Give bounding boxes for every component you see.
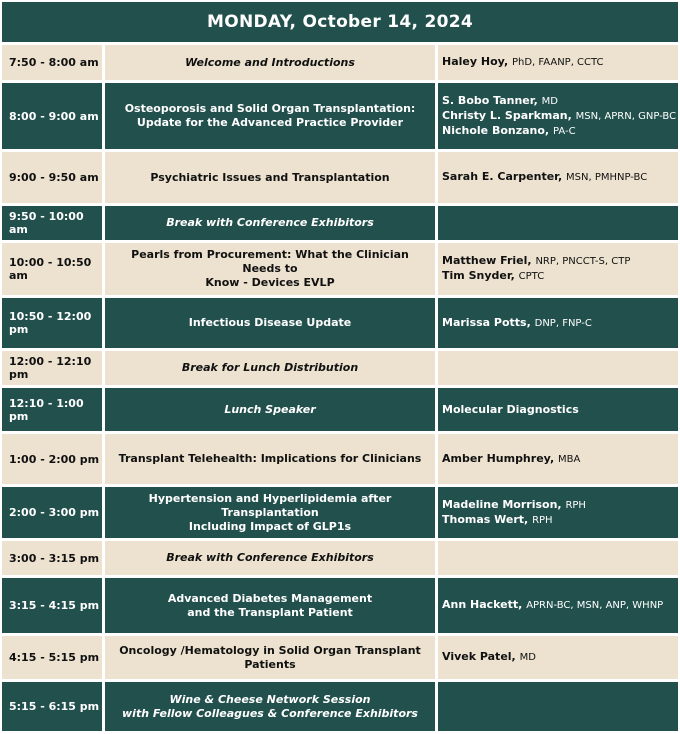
schedule-row: [2, 152, 678, 206]
speaker: [442, 403, 677, 417]
session-title-line: Know - Devices EVLP: [205, 276, 335, 289]
speaker-credentials: NRP, PNCCT-S, CTP: [535, 256, 631, 267]
time-slot: 4:15 - 5:15 pm: [2, 636, 105, 682]
speaker: [442, 94, 677, 109]
session-title: [105, 682, 438, 734]
speaker-credentials: MD: [541, 95, 558, 107]
schedule-row: [2, 351, 678, 388]
speaker-name: Tim Snyder,: [442, 269, 515, 282]
speaker-credentials: RPH: [565, 499, 586, 511]
speaker: [442, 316, 677, 331]
time-slot: 3:00 - 3:15 pm: [2, 541, 105, 578]
schedule-row: [2, 541, 678, 578]
session-title: [105, 83, 438, 152]
speaker: [442, 55, 677, 70]
speaker: [442, 650, 677, 665]
schedule-row: [2, 206, 678, 243]
time-slot: 9:00 - 9:50 am: [2, 152, 105, 206]
session-title-line: Advanced Diabetes Management: [167, 591, 373, 605]
speakers: [438, 388, 678, 434]
session-title-line: with Fellow Colleagues & Conference Exhibitors: [122, 706, 418, 720]
session-title: [105, 541, 438, 578]
session-title: [105, 487, 438, 541]
session-title-line: and the Transplant Patient: [187, 605, 353, 619]
speaker: [442, 170, 677, 185]
session-title-line: Break with Conference Exhibitors: [166, 551, 374, 564]
session-title: [105, 636, 438, 682]
speaker-name: S. Bobo Tanner,: [442, 93, 538, 107]
speaker-credentials: MD: [519, 652, 536, 663]
schedule-row: [2, 45, 678, 83]
speaker-credentials: MBA: [558, 453, 581, 465]
speaker-name: Ann Hackett,: [442, 598, 523, 611]
speaker-credentials: PhD, FAANP, CCTC: [511, 57, 604, 68]
schedule-row: [2, 682, 678, 734]
schedule-row: [2, 578, 678, 636]
session-title: [105, 351, 438, 388]
session-title-line: Pearls from Procurement: What the Clinician Needs to: [131, 248, 409, 275]
session-title: [105, 298, 438, 351]
time-slot: 1:00 - 2:00 pm: [2, 434, 105, 487]
session-title-line: Update for the Advanced Practice Provider: [136, 116, 404, 129]
schedule-row: [2, 243, 678, 298]
time-slot: 12:10 - 1:00 pm: [2, 388, 105, 434]
speaker-name: Matthew Friel,: [442, 254, 532, 267]
speaker: [442, 452, 677, 467]
schedule-body: [2, 45, 678, 734]
schedule-row: [2, 388, 678, 434]
speaker-name: Marissa Potts,: [442, 315, 531, 329]
speaker-name: Christy L. Sparkman,: [442, 108, 572, 122]
speaker-credentials: MSN, APRN, GNP-BC: [575, 110, 677, 122]
time-slot: 12:00 - 12:10 pm: [2, 351, 105, 388]
time-slot: 2:00 - 3:00 pm: [2, 487, 105, 541]
speaker-name: Haley Hoy,: [442, 55, 509, 68]
speaker-name: Nichole Bonzano,: [442, 123, 550, 137]
speaker-credentials: MSN, PMHNP-BC: [566, 172, 648, 183]
session-title: [105, 578, 438, 636]
speakers: [438, 487, 678, 541]
time-slot: 10:50 - 12:00 pm: [2, 298, 105, 351]
speaker-credentials: APRN-BC, MSN, ANP, WHNP: [526, 600, 664, 611]
speakers: [438, 206, 678, 243]
session-title: [105, 388, 438, 434]
session-title: [105, 434, 438, 487]
speakers: [438, 636, 678, 682]
time-slot: 5:15 - 6:15 pm: [2, 682, 105, 734]
session-title: [105, 45, 438, 83]
speakers: [438, 298, 678, 351]
speaker: [442, 513, 677, 528]
speaker-credentials: DNP, FNP-C: [534, 317, 592, 329]
schedule-row: [2, 83, 678, 152]
session-title-line: Oncology /Hematology in Solid Organ Transplant Patients: [119, 643, 421, 671]
speakers: [438, 682, 678, 734]
speakers: [438, 578, 678, 636]
schedule-row: [2, 298, 678, 351]
speakers: [438, 83, 678, 152]
speakers: [438, 351, 678, 388]
session-title-line: Welcome and Introductions: [185, 55, 355, 69]
speaker: [442, 498, 677, 513]
time-slot: 7:50 - 8:00 am: [2, 45, 105, 83]
speakers: [438, 541, 678, 578]
speaker: [442, 269, 677, 284]
speaker-name: Thomas Wert,: [442, 512, 529, 526]
schedule-row: [2, 636, 678, 682]
speaker: [442, 598, 677, 613]
speaker-credentials: PA-C: [552, 125, 576, 137]
page-title: MONDAY, October 14, 2024: [2, 2, 678, 45]
speakers: [438, 45, 678, 83]
session-title: [105, 243, 438, 298]
speaker-name: Amber Humphrey,: [442, 451, 555, 465]
speaker-name: Molecular Diagnostics: [442, 402, 579, 416]
session-title: [105, 206, 438, 243]
speaker: [442, 124, 677, 139]
speaker-credentials: RPH: [532, 514, 553, 526]
time-slot: 3:15 - 4:15 pm: [2, 578, 105, 636]
session-title-line: Psychiatric Issues and Transplantation: [150, 170, 390, 184]
session-title-line: Hypertension and Hyperlipidemia after Transplantation: [148, 491, 392, 519]
session-title-line: Break for Lunch Distribution: [181, 361, 359, 374]
schedule-table: [2, 2, 678, 734]
time-slot: 10:00 - 10:50 am: [2, 243, 105, 298]
speakers: [438, 243, 678, 298]
session-title: [105, 152, 438, 206]
speakers: [438, 434, 678, 487]
session-title-line: Transplant Telehealth: Implications for Clinicians: [118, 452, 422, 465]
session-title-line: Including Impact of GLP1s: [188, 519, 352, 533]
schedule-row: [2, 487, 678, 541]
session-title-line: Break with Conference Exhibitors: [166, 216, 374, 229]
schedule-row: [2, 434, 678, 487]
session-title-line: Infectious Disease Update: [188, 316, 352, 329]
speaker: [442, 109, 677, 124]
speaker: [442, 254, 677, 269]
speaker-name: Madeline Morrison,: [442, 497, 562, 511]
speakers: [438, 152, 678, 206]
speaker-name: Sarah E. Carpenter,: [442, 170, 563, 183]
speaker-credentials: CPTC: [518, 271, 545, 282]
session-title-line: Lunch Speaker: [224, 402, 316, 416]
time-slot: 8:00 - 9:00 am: [2, 83, 105, 152]
speaker-name: Vivek Patel,: [442, 650, 516, 663]
session-title-line: Wine & Cheese Network Session: [169, 692, 371, 706]
session-title-line: Osteoporosis and Solid Organ Transplantation:: [124, 102, 416, 115]
time-slot: 9:50 - 10:00 am: [2, 206, 105, 243]
